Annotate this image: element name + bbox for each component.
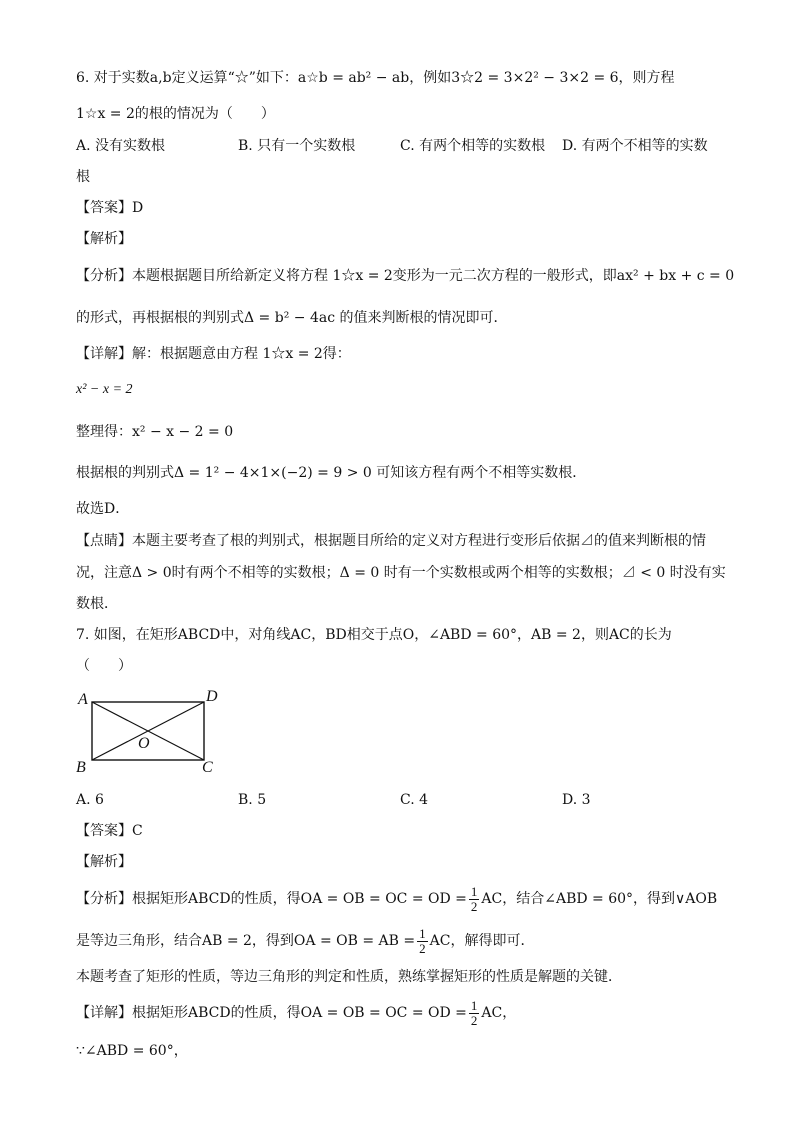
q6-equation-2: 整理得：x² − x − 2 = 0 xyxy=(76,424,234,440)
q7-fenxi-line1-pre: 【分析】根据矩形ABCD的性质，得OA = OB = OC = OD = xyxy=(76,891,467,907)
q7-fenxi-line2-pre: 是等边三角形，结合AB = 2，得到OA = OB = AB = xyxy=(76,933,416,949)
q7-detail-line1 xyxy=(76,996,516,1030)
q7-answer: 【答案】C xyxy=(76,823,143,839)
q7-detail-post: AC， xyxy=(481,1005,517,1021)
q7-fenxi-line1 xyxy=(76,882,717,916)
fraction-numerator: 1 xyxy=(419,925,426,941)
q6-answer: 【答案】D xyxy=(76,200,144,216)
q6-stem-line2: 1☆x = 2的根的情况为（ ） xyxy=(76,106,275,122)
q7-option-b: B. 5 xyxy=(238,792,267,808)
q6-option-b: B. 只有一个实数根 xyxy=(238,138,356,154)
q6-option-d: D. 有两个不相等的实数 xyxy=(562,138,708,154)
q7-detail-pre: 【详解】根据矩形ABCD的性质，得OA = OB = OC = OD = xyxy=(76,1005,467,1021)
q6-equation-1: x² − x = 2 xyxy=(76,382,133,397)
q7-because-line: ∵∠ABD = 60°， xyxy=(76,1043,188,1059)
vertex-c-label: C xyxy=(202,759,213,776)
q7-analysis-heading: 【解析】 xyxy=(76,854,132,870)
vertex-d-label: D xyxy=(206,688,218,705)
q6-comment-line3: 数根． xyxy=(76,596,118,612)
fraction-one-half xyxy=(469,999,480,1028)
q6-stem-line1: 6. 对于实数a,b定义运算“☆”如下：a☆b = ab² − ab，例如3☆2 = 3×2² − 3×2 = 6，则方程 xyxy=(76,70,675,86)
q6-option-d-wrap: 根 xyxy=(76,169,90,185)
q7-summary: 本题考查了矩形的性质，等边三角形的判定和性质，熟练掌握矩形的性质是解题的关键． xyxy=(76,969,622,985)
fraction-one-half xyxy=(469,885,480,914)
q7-fenxi-line1-post: AC，结合∠ABD = 60°，得到∨AOB xyxy=(481,891,718,907)
q6-fenxi-line2: 的形式，再根据根的判别式Δ = b² − 4ac 的值来判断根的情况即可． xyxy=(76,310,508,326)
fraction-denominator: 2 xyxy=(470,1012,478,1028)
q6-choice: 故选D． xyxy=(76,501,130,517)
q6-comment-line2: 况，注意Δ > 0时有两个不相等的实数根；Δ = 0 时有一个实数根或两个相等的实数根；⊿ < 0 时没有实 xyxy=(76,565,726,581)
q7-option-a: A. 6 xyxy=(76,792,104,808)
fraction-one-half xyxy=(417,927,428,956)
center-o-label: O xyxy=(138,735,150,752)
q7-option-c: C. 4 xyxy=(400,792,429,808)
q7-fenxi-line2 xyxy=(76,924,534,958)
vertex-b-label: B xyxy=(76,759,86,776)
fraction-denominator: 2 xyxy=(419,940,426,956)
q7-stem-line1: 7. 如图，在矩形ABCD中，对角线AC，BD相交于点O，∠ABD = 60°，AB = 2，则AC的长为 xyxy=(76,627,672,643)
vertex-a-label: A xyxy=(78,691,88,708)
q6-analysis-heading: 【解析】 xyxy=(76,231,132,247)
q6-option-c: C. 有两个相等的实数根 xyxy=(400,138,546,154)
fraction-numerator: 1 xyxy=(470,997,478,1013)
q6-discriminant: 根据根的判别式Δ = 1² − 4×1×(−2) = 9 > 0 可知该方程有两个不相等实数根． xyxy=(76,465,587,481)
q7-stem-line2: （ ） xyxy=(76,658,132,674)
rectangle-figure xyxy=(74,686,234,778)
q6-fenxi-line1: 【分析】本题根据题目所给新定义将方程 1☆x = 2变形为一元二次方程的一般形式，即ax² + bx + c = 0 xyxy=(76,268,735,284)
q7-option-d: D. 3 xyxy=(562,792,591,808)
fraction-numerator: 1 xyxy=(470,883,478,899)
q7-fenxi-line2-post: AC，解得即可． xyxy=(429,933,535,949)
fraction-denominator: 2 xyxy=(470,898,478,914)
q6-option-a: A. 没有实数根 xyxy=(76,138,166,154)
q6-comment-line1: 【点睛】本题主要考查了根的判别式，根据题目所给的定义对方程进行变形后依据⊿的值来判断根的情 xyxy=(76,533,706,549)
q6-detail-line1: 【详解】解：根据题意由方程 1☆x = 2得： xyxy=(76,346,351,362)
